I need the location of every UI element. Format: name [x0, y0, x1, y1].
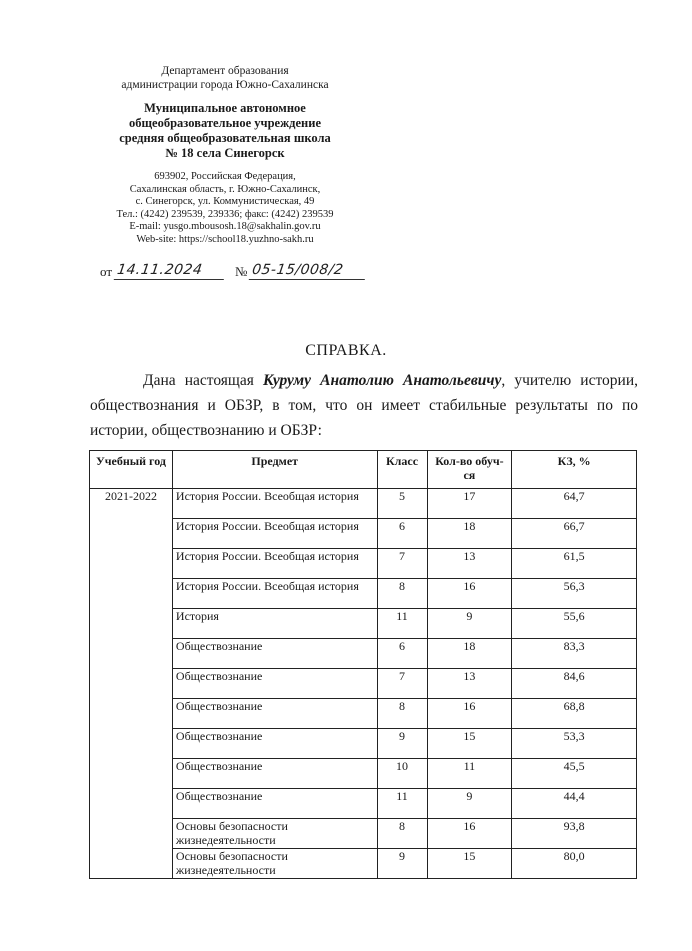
address-line: 693902, Российская Федерация,	[154, 171, 296, 182]
cell-class: 8	[377, 579, 427, 609]
date-label: от	[100, 264, 113, 279]
letterhead	[90, 64, 360, 247]
cell-kz: 64,7	[512, 489, 637, 519]
table-row	[90, 669, 637, 699]
cell-class: 8	[377, 819, 427, 849]
header-year: Учебный год	[90, 451, 173, 489]
header-class: Класс	[377, 451, 427, 489]
website-line: Web-site: https://school18.yuzhno-sakh.ru	[136, 233, 314, 245]
table-row	[90, 579, 637, 609]
cell-subject: История России. Всеобщая история	[172, 519, 377, 549]
reference-line	[100, 262, 366, 280]
header-subject: Предмет	[172, 451, 377, 489]
cell-subject: Обществознание	[172, 729, 377, 759]
cell-subject: История России. Всеобщая история	[172, 549, 377, 579]
school-name-line: средняя общеобразовательная школа	[119, 131, 331, 145]
handwritten-date: 14.11.2024	[114, 262, 227, 280]
cell-count: 16	[427, 819, 512, 849]
cell-kz: 45,5	[512, 759, 637, 789]
cell-count: 9	[427, 789, 512, 819]
cell-kz: 66,7	[512, 519, 637, 549]
table-row	[90, 759, 637, 789]
table-row	[90, 489, 637, 519]
handwritten-number: 05-15/008/2	[249, 262, 368, 280]
cell-count: 9	[427, 609, 512, 639]
cell-count: 16	[427, 579, 512, 609]
email-line: E-mail: yusgo.mbousosh.18@sakhalin.gov.ru	[129, 221, 321, 233]
header-count: Кол-во обуч-ся	[427, 451, 512, 489]
cell-count: 18	[427, 639, 512, 669]
cell-subject: Основы безопасности жизнедеятельности	[172, 849, 377, 879]
cell-subject: Обществознание	[172, 639, 377, 669]
cell-kz: 53,3	[512, 729, 637, 759]
cell-count: 15	[427, 729, 512, 759]
cell-subject: История России. Всеобщая история	[172, 579, 377, 609]
cell-kz: 80,0	[512, 849, 637, 879]
address-line: Сахалинская область, г. Южно-Сахалинск,	[129, 183, 321, 195]
cell-class: 10	[377, 759, 427, 789]
person-name: Куруму Анатолию Анатольевичу	[262, 372, 502, 389]
cell-kz: 61,5	[512, 549, 637, 579]
cell-year: 2021-2022	[90, 489, 173, 879]
cell-count: 13	[427, 549, 512, 579]
school-name-line: Муниципальное автономное	[144, 101, 306, 115]
cell-subject: Обществознание	[172, 789, 377, 819]
body-paragraph	[90, 368, 638, 443]
cell-class: 6	[377, 639, 427, 669]
cell-count: 15	[427, 849, 512, 879]
table-row	[90, 849, 637, 879]
school-name	[90, 101, 360, 161]
cell-kz: 84,6	[512, 669, 637, 699]
table-row	[90, 699, 637, 729]
school-name-line: общеобразовательное учреждение	[129, 116, 321, 130]
cell-class: 7	[377, 549, 427, 579]
cell-class: 9	[377, 849, 427, 879]
cell-class: 7	[377, 669, 427, 699]
cell-kz: 93,8	[512, 819, 637, 849]
school-name-line: № 18 села Синегорск	[165, 146, 285, 160]
cell-kz: 56,3	[512, 579, 637, 609]
cell-kz: 44,4	[512, 789, 637, 819]
phone-line: Тел.: (4242) 239539, 239336; факс: (4242) 239539	[116, 208, 334, 220]
para-end: , учителю истории, обществознания и ОБЗР, в том, что он имеет стабильные результаты по по истории, обществознанию и ОБЗР:	[90, 372, 638, 439]
cell-kz: 83,3	[512, 639, 637, 669]
department-name	[90, 64, 360, 92]
table-row	[90, 639, 637, 669]
cell-class: 8	[377, 699, 427, 729]
department-line: Департамент образования	[161, 65, 289, 77]
header-kz: КЗ, %	[512, 451, 637, 489]
table-row	[90, 789, 637, 819]
table-row	[90, 609, 637, 639]
cell-subject: Обществознание	[172, 759, 377, 789]
cell-subject: Основы безопасности жизнедеятельности	[172, 819, 377, 849]
cell-count: 11	[427, 759, 512, 789]
cell-class: 11	[377, 789, 427, 819]
cell-count: 16	[427, 699, 512, 729]
cell-kz: 55,6	[512, 609, 637, 639]
table-row	[90, 729, 637, 759]
cell-subject: Обществознание	[172, 669, 377, 699]
cell-class: 5	[377, 489, 427, 519]
school-contacts	[90, 171, 360, 247]
cell-subject: История	[172, 609, 377, 639]
cell-class: 6	[377, 519, 427, 549]
cell-count: 17	[427, 489, 512, 519]
cell-class: 9	[377, 729, 427, 759]
cell-subject: Обществознание	[172, 699, 377, 729]
cell-count: 13	[427, 669, 512, 699]
department-line: администрации города Южно-Сахалинска	[121, 79, 329, 91]
table-header-row	[90, 451, 637, 489]
number-label: №	[235, 264, 248, 279]
results-table	[89, 450, 637, 879]
table-row	[90, 819, 637, 849]
document-title: СПРАВКА.	[305, 342, 387, 359]
cell-class: 11	[377, 609, 427, 639]
cell-count: 18	[427, 519, 512, 549]
para-start: Дана настоящая	[143, 372, 263, 389]
table-row	[90, 519, 637, 549]
address-line: с. Синегорск, ул. Коммунистическая, 49	[135, 196, 315, 208]
cell-subject: История России. Всеобщая история	[172, 489, 377, 519]
cell-kz: 68,8	[512, 699, 637, 729]
table-body	[90, 489, 637, 879]
table-row	[90, 549, 637, 579]
